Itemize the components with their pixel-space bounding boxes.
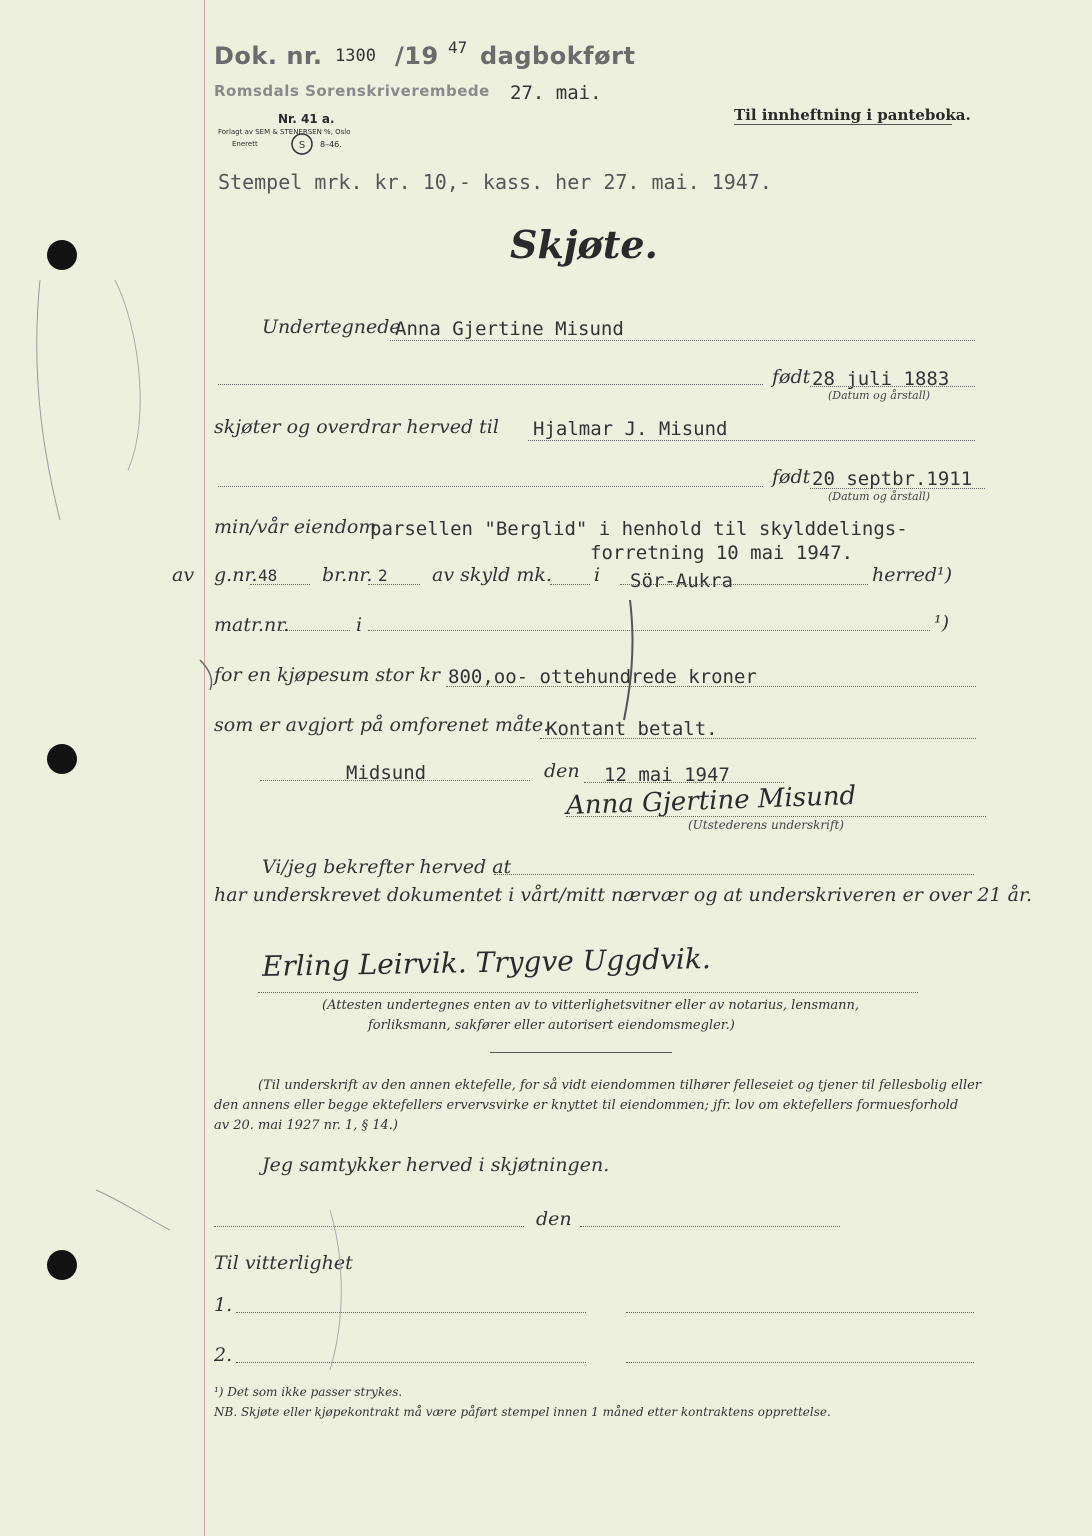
signing-date: 12 mai 1947 xyxy=(604,764,730,786)
witness-1-label: 1. xyxy=(214,1294,233,1316)
spouse-note-line3: av 20. mai 1927 nr. 1, § 14.) xyxy=(214,1118,398,1133)
confirm-line1: Vi/jeg bekrefter herved at xyxy=(262,856,512,878)
den-label: den xyxy=(544,760,580,782)
settled-value: Kontant betalt. xyxy=(546,718,718,740)
grantee-date-hint: (Datum og årstall) xyxy=(828,490,931,503)
matr-i-label: i xyxy=(356,614,363,636)
price-amount: 800,oo- ottehundrede kroner xyxy=(448,666,757,688)
office-stamp: Romsdals Sorenskriverembede xyxy=(214,82,490,100)
property-label: min/vår eiendom xyxy=(214,516,377,538)
signing-place: Midsund xyxy=(346,762,427,784)
dagbokfort-stamp: dagbokført xyxy=(480,42,636,70)
publisher-enerett: Enerett xyxy=(232,140,258,148)
witness-2-label: 2. xyxy=(214,1344,233,1366)
grantor-label: Undertegnede xyxy=(262,316,401,338)
margin-av: av xyxy=(172,564,195,586)
grantor-date-hint: (Datum og årstall) xyxy=(828,389,931,402)
attest-note-line2: forliksmann, sakfører eller autorisert eiendomsmegler.) xyxy=(368,1018,735,1033)
brnr-label: br.nr. xyxy=(322,564,373,586)
footnote-nb: NB. Skjøte eller kjøpekontrakt må være påført stempel innen 1 måned etter kontraktens opprettelse. xyxy=(214,1405,831,1419)
year-prefix: /19 xyxy=(395,42,439,70)
spouse-note-line1: (Til underskrift av den annen ektefelle, for så vidt eiendommen tilhører felleseiet og tjener til fellesbolig eller xyxy=(258,1078,982,1093)
grantee-label: skjøter og overdrar herved til xyxy=(214,416,499,438)
publisher-code: 8–46. xyxy=(320,140,342,149)
settled-label: som er avgjort på omforenet måte. xyxy=(214,714,550,736)
herred-name: Sör-Aukra xyxy=(630,570,733,592)
matr-footnote-mark: ¹) xyxy=(934,612,950,634)
issuer-sig-caption: (Utstederens underskrift) xyxy=(688,818,844,832)
publisher-line: Forlagt av SEM & STENERSEN %, Oslo xyxy=(218,128,351,136)
year-suffix: 47 xyxy=(448,38,468,57)
form-number: Nr. 41 a. xyxy=(278,112,335,126)
price-label: for en kjøpesum stor kr xyxy=(214,664,440,686)
footnote-1: ¹) Det som ikke passer strykes. xyxy=(214,1385,403,1399)
property-desc-line1: parsellen "Berglid" i henhold til skylddelings- xyxy=(370,518,908,540)
grantee-born-label: født xyxy=(772,466,811,488)
dok-label: Dok. nr. xyxy=(214,42,323,70)
skyld-i-label: i xyxy=(594,564,601,586)
document-title: Skjøte. xyxy=(510,222,658,267)
attest-note-line1: (Attesten undertegnes enten av to vitterlighetsvitner eller av notarius, lensmann, xyxy=(322,998,860,1013)
witness-signatures: Erling Leirvik. Trygve Uggdvik. xyxy=(261,942,712,983)
herred-label: herred¹) xyxy=(872,564,953,586)
grantee-name: Hjalmar J. Misund xyxy=(533,418,728,440)
grantor-name: Anna Gjertine Misund xyxy=(395,318,624,340)
property-desc-line2: forretning 10 mai 1947. xyxy=(590,542,854,564)
gnr-value: 48 xyxy=(258,566,278,585)
grantee-born-date: 20 septbr.1911 xyxy=(812,468,973,490)
binding-note: Til innheftning i panteboka. xyxy=(734,106,971,124)
confirm-line2: har underskrevet dokumentet i vårt/mitt nærvær og at underskriveren er over 21 år. xyxy=(214,884,1032,906)
spouse-note-line2: den annens eller begge ektefellers ervervsvirke er knyttet til eiendommen; jfr. lov om ektefellers formuesforhold xyxy=(214,1098,959,1113)
consent-text: Jeg samtykker herved i skjøtningen. xyxy=(262,1154,610,1176)
stamp-line: Stempel mrk. kr. 10,- kass. her 27. mai. 1947. xyxy=(218,170,772,194)
brnr-value: 2 xyxy=(378,566,388,585)
matr-label: matr.nr. xyxy=(214,614,290,636)
witness-label: Til vitterlighet xyxy=(214,1252,353,1274)
dok-number: 1300 xyxy=(335,46,376,66)
issuer-signature: Anna Gjertine Misund xyxy=(565,780,857,822)
grantor-born-label: født xyxy=(772,366,811,388)
gnr-label: g.nr. xyxy=(214,564,258,586)
consent-den-label: den xyxy=(536,1208,572,1230)
svg-text:S: S xyxy=(298,140,306,151)
header-date: 27. mai. xyxy=(510,82,602,104)
skyld-label: av skyld mk. xyxy=(432,564,552,586)
grantor-born-date: 28 juli 1883 xyxy=(812,368,950,390)
